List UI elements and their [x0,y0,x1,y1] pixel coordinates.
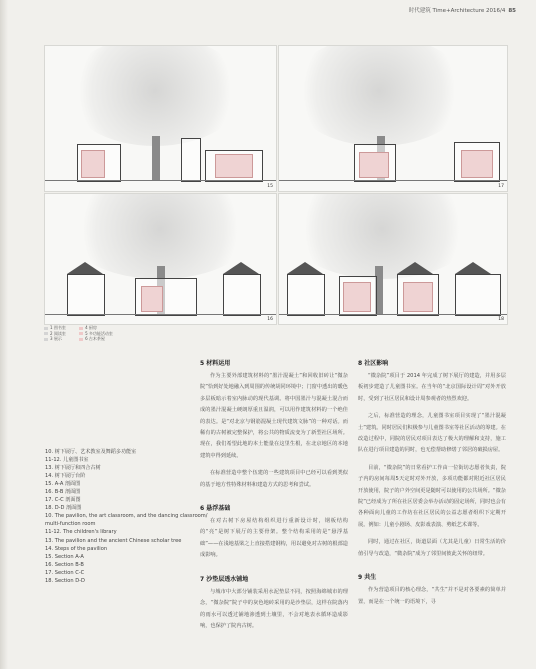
legend-item: 4 厨房 [79,325,113,331]
caption-line: 10. 树下展厅、艺术教室及舞蹈多功能室 [45,449,137,455]
figure-16-section-drawing [44,193,277,325]
figure-number: 16 [267,317,273,322]
house-section-right [223,274,261,316]
tree-canopy [65,45,245,146]
caption-line: 18. Section D-D [45,577,85,584]
room-fill [403,282,433,312]
room-fill [141,286,163,312]
paragraph: 在标准营造中整个伍建的一些建筑项目中已经可以看到类似的基于地方性特殊材料和建造方式的思考和尝试。 [200,470,348,488]
figure-15-section-drawing [44,45,277,192]
legend-swatch [79,338,83,341]
house-section-left [287,274,325,316]
running-header [409,6,516,14]
caption-line: 17. Section C-C [45,569,85,576]
legend-swatch [44,338,48,341]
figure-17-section-drawing [278,45,508,192]
paragraph: “微杂院”项目于 2014 年完成了树下展厅的建造，并用多层板初步建造了儿童图书室。在当年的“北京国际设计周”对外开放时，受到了社区居民和设计周参观者的热烈欢迎。 [358,373,506,402]
tree-canopy [289,45,469,146]
legend-item: 3 展示 [44,336,66,342]
figure-number: 18 [498,317,504,322]
caption-line: 10. The pavilion, the art classroom, and the dancing classroom/ [45,513,208,520]
legend-column-1 [44,325,66,342]
room-fill [461,150,493,178]
tree-trunk [152,136,160,181]
section-heading: 6 悬浮基础 [200,505,231,513]
figure-18-section-drawing [278,193,508,325]
paragraph: 与城市中大部分铺装采用水泥垫层不同，按照海绵城市的理念，“微杂院”院子中的灰色地砖采用的是沙垫层，这样在院落内的雨水可以透过铺地渗透到土壤里，不会对地表水循环造成影响，也保护了院内古树。 [200,588,348,629]
legend-swatch [44,332,48,335]
legend-swatch [79,327,83,330]
roof-outline [455,262,491,274]
ground-line [45,180,276,181]
caption-line: 18. D-D 剖面图 [45,505,82,512]
paragraph: 之后，标准营造的理念，儿童图书室项目实现了“墨汁混凝土”建筑。同时居民们积极参与儿童图书室等社区活动的筹建。在改造过程中，同院的居民对项目表达了极大的理解和支持，施工队在进行项目建造的同时，也无偿帮助修缮了邻居的破损房屋。 [358,413,506,454]
caption-line: 16. B-B 剖面图 [45,489,81,496]
roof-outline [223,262,259,274]
caption-line: multi-function room [45,521,96,528]
journal-title: 时代建筑 Time+Architecture 2016/4 [408,8,506,14]
body-column-left [200,358,348,638]
legend-swatch [44,327,48,330]
house-section-left [67,274,105,316]
paragraph: 作为主要外部建筑材料的“墨汁混凝土”和回收旧砖让“微杂院”恰到好处地融入到周围的传统胡同环境中；门窗中透出的暖色多层板暗示着室内脉动的现代基调。将中国墨汁与混凝土混合而成的墨汁混凝土硬朗厚重且温润，可以用作建筑材料的一个绝佳的表达。是“对北京与钢筋混凝土现代建筑文脉”的一种对话。而稀有的古树被完整保护，将公共的物质流变为了新型社区场所。现在，我们希望此地的本土能量在这里生根，在北京地区的本地建筑中得到延续。 [200,373,348,459]
legend-item: 2 阅读室 [44,331,66,337]
section-heading: 8 社区影响 [358,360,389,367]
legend-column-2 [79,325,113,342]
caption-line: 11-12. The children's library [45,529,117,536]
caption-line: 17. C-C 剖面图 [45,497,81,504]
roof-outline [287,262,323,274]
figure-number: 17 [498,184,504,189]
figure-number: 15 [267,184,273,189]
figure-legend [44,325,125,342]
roof-outline [397,262,433,274]
body-column-right [358,358,506,614]
caption-line: 14. Steps of the pavilion [45,545,108,552]
legend-item: 1 图书室 [44,325,66,331]
caption-line: 16. Section B-B [45,561,84,568]
section-heading: 7 沙垫层透水铺地 [200,575,249,583]
caption-line: 15. A-A 剖面图 [45,481,81,488]
caption-line: 14. 树下展厅台阶 [45,473,86,480]
paragraph: 在对古树下房屋结构组织进行重新设计时，钢板结构的“亮”是树下展厅的主要骨架。整个结构采用的是“悬浮基础”——在浅地基梁之上直接搭建钢构，用以避免对古树的根部造成影响。 [200,518,348,559]
paragraph: 同时，通过在社区，街道层面（尤其是儿童）日常生活的价值引导与改造，“微杂院”成为了邻里间彼此关怀的纽带。 [358,539,506,557]
ground-line [279,314,507,315]
legend-item: 6 古木茶屋 [79,336,113,342]
roof-outline [67,262,103,274]
room-fill [359,152,389,178]
ground-line [45,314,276,315]
caption-line: 11-12. 儿童图书室 [45,457,89,464]
room-fill [81,150,105,178]
caption-line: 13. The pavilion and the ancient Chinese scholar tree [45,537,182,544]
room-fill [215,154,253,178]
legend-item: 5 多功能活动室 [79,331,113,337]
room-fill [343,282,371,312]
page-number: 85 [508,8,516,14]
ground-line [279,180,507,181]
legend-swatch [79,332,83,335]
pavilion-section [181,138,201,182]
section-heading: 5 材料运用 [200,360,231,367]
section-heading: 9 共生 [358,574,377,582]
paragraph: 目前，“微杂院”的日常看护工作由一位街坊志愿者负责，院子内的房间每周5天定时对外开放，多项功能都对附近社区居民开放使用，院子的户外空间更是随时可以使用的公共场所。“微杂院”已经成为了所在社区居委会举办活动的固定场所，同时也会有各种面向儿童的工作坊在社区居民的公益志愿者组织下定期开展。例如：儿童小剧场、皮影戏表演、剪纸艺术课等。 [358,464,506,528]
page-spine-shadow [0,0,8,669]
house-section-right [455,274,501,316]
figure-captions [45,448,208,585]
caption-line: 13. 树下展厅和四合古树 [45,465,101,472]
paragraph: 作为营造项目的核心理念，“共生”并不是对各要素的简单并置，而是在一个统一的语境下，寻 [358,587,506,605]
caption-line: 15. Section A-A [45,553,84,560]
